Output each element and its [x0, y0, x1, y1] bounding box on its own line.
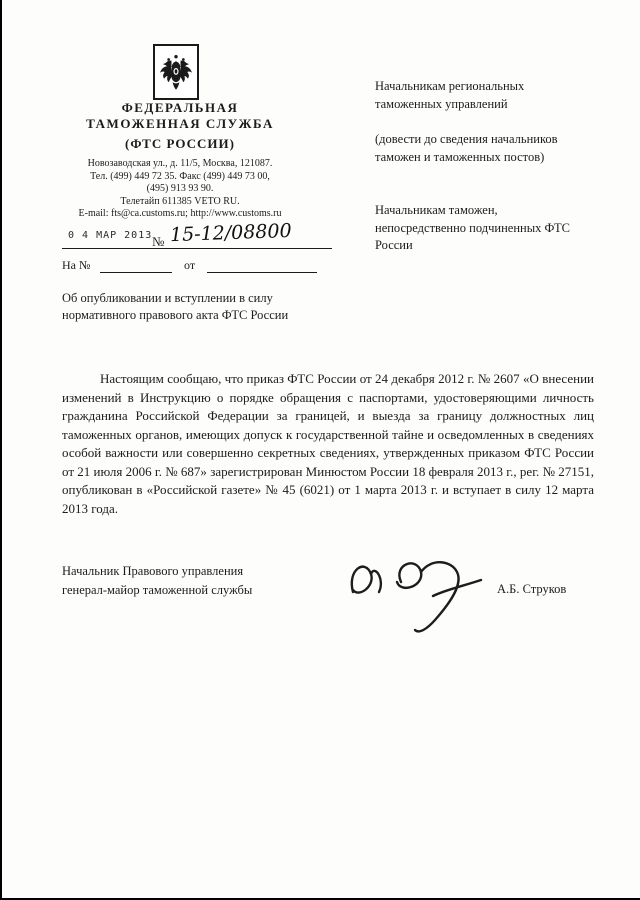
ref-ot-label: от: [184, 258, 196, 272]
addressee-block-2: (довести до сведения начальников таможен и таможенных постов): [375, 132, 558, 164]
signer-title-line2: генерал-майор таможенной службы: [62, 583, 253, 597]
number-sign-label: №: [152, 234, 165, 249]
addressee-block-1: Начальникам региональных таможенных управлений: [375, 79, 525, 111]
signer-title-line1: Начальник Правового управления: [62, 564, 244, 578]
signature-autograph: [335, 540, 500, 640]
russia-coat-of-arms-icon: [153, 44, 199, 100]
signer-title: [62, 562, 302, 600]
addressee-block-3: Начальникам таможен, непосредственно подчиненных ФТС России: [375, 203, 571, 252]
org-teletype: Телетайп 611385 VETO RU.: [120, 195, 240, 207]
letterhead-contacts: [22, 158, 338, 221]
org-email-url: E-mail: fts@ca.customs.ru; http://www.customs.ru: [78, 208, 282, 219]
date-stamp: 0 4 МАР 2013: [68, 230, 153, 241]
org-name-line1: ФЕДЕРАЛЬНАЯ: [121, 100, 239, 115]
handwritten-doc-number: 15-12/08800: [169, 219, 292, 247]
ref-date-blank-field: [207, 256, 317, 273]
ref-number-blank-field: [100, 256, 172, 273]
org-address: Новозаводская ул., д. 11/5, Москва, 121087.: [87, 158, 273, 169]
org-phone2: (495) 913 93 90.: [146, 183, 214, 194]
org-phone: Тел. (499) 449 72 35. Факс (499) 449 73 00,: [90, 170, 270, 182]
body-paragraph: Настоящим сообщаю, что приказ ФТС России от 24 декабря 2012 г. № 2607 «О внесении изменений в Инструкцию о порядке обращения с паспортами, удостоверяющими личность гражданина Российской Федерации за границей, и выезда за границу должностных лиц таможенных органов, имеющих допуск к государственной тайне и осведомленных в сведениях особой важности или совершенно секретных сведениях, утвержденных приказом ФТС России от 21 июля 2006 г. № 687» зарегистрирован Минюстом России 18 февраля 2013 г., рег. № 27151, опубликован в «Российской газете» № 45 (6021) от 1 марта 2013 г. и вступает в силу 12 марта 2013 года.: [62, 371, 594, 516]
signer-name: А.Б. Струков: [497, 582, 567, 596]
addressees-column: [375, 78, 590, 255]
org-name: [30, 100, 330, 132]
ref-na-label: На №: [62, 258, 91, 272]
scan-edge-left: [0, 0, 2, 900]
subject-line: Об опубликовании и вступлении в силу нормативного правового акта ФТС России: [62, 291, 289, 322]
reference-line: [62, 256, 342, 278]
org-short-name: (ФТС РОССИИ): [125, 136, 235, 151]
org-name-line2: ТАМОЖЕННАЯ СЛУЖБА: [86, 116, 274, 131]
